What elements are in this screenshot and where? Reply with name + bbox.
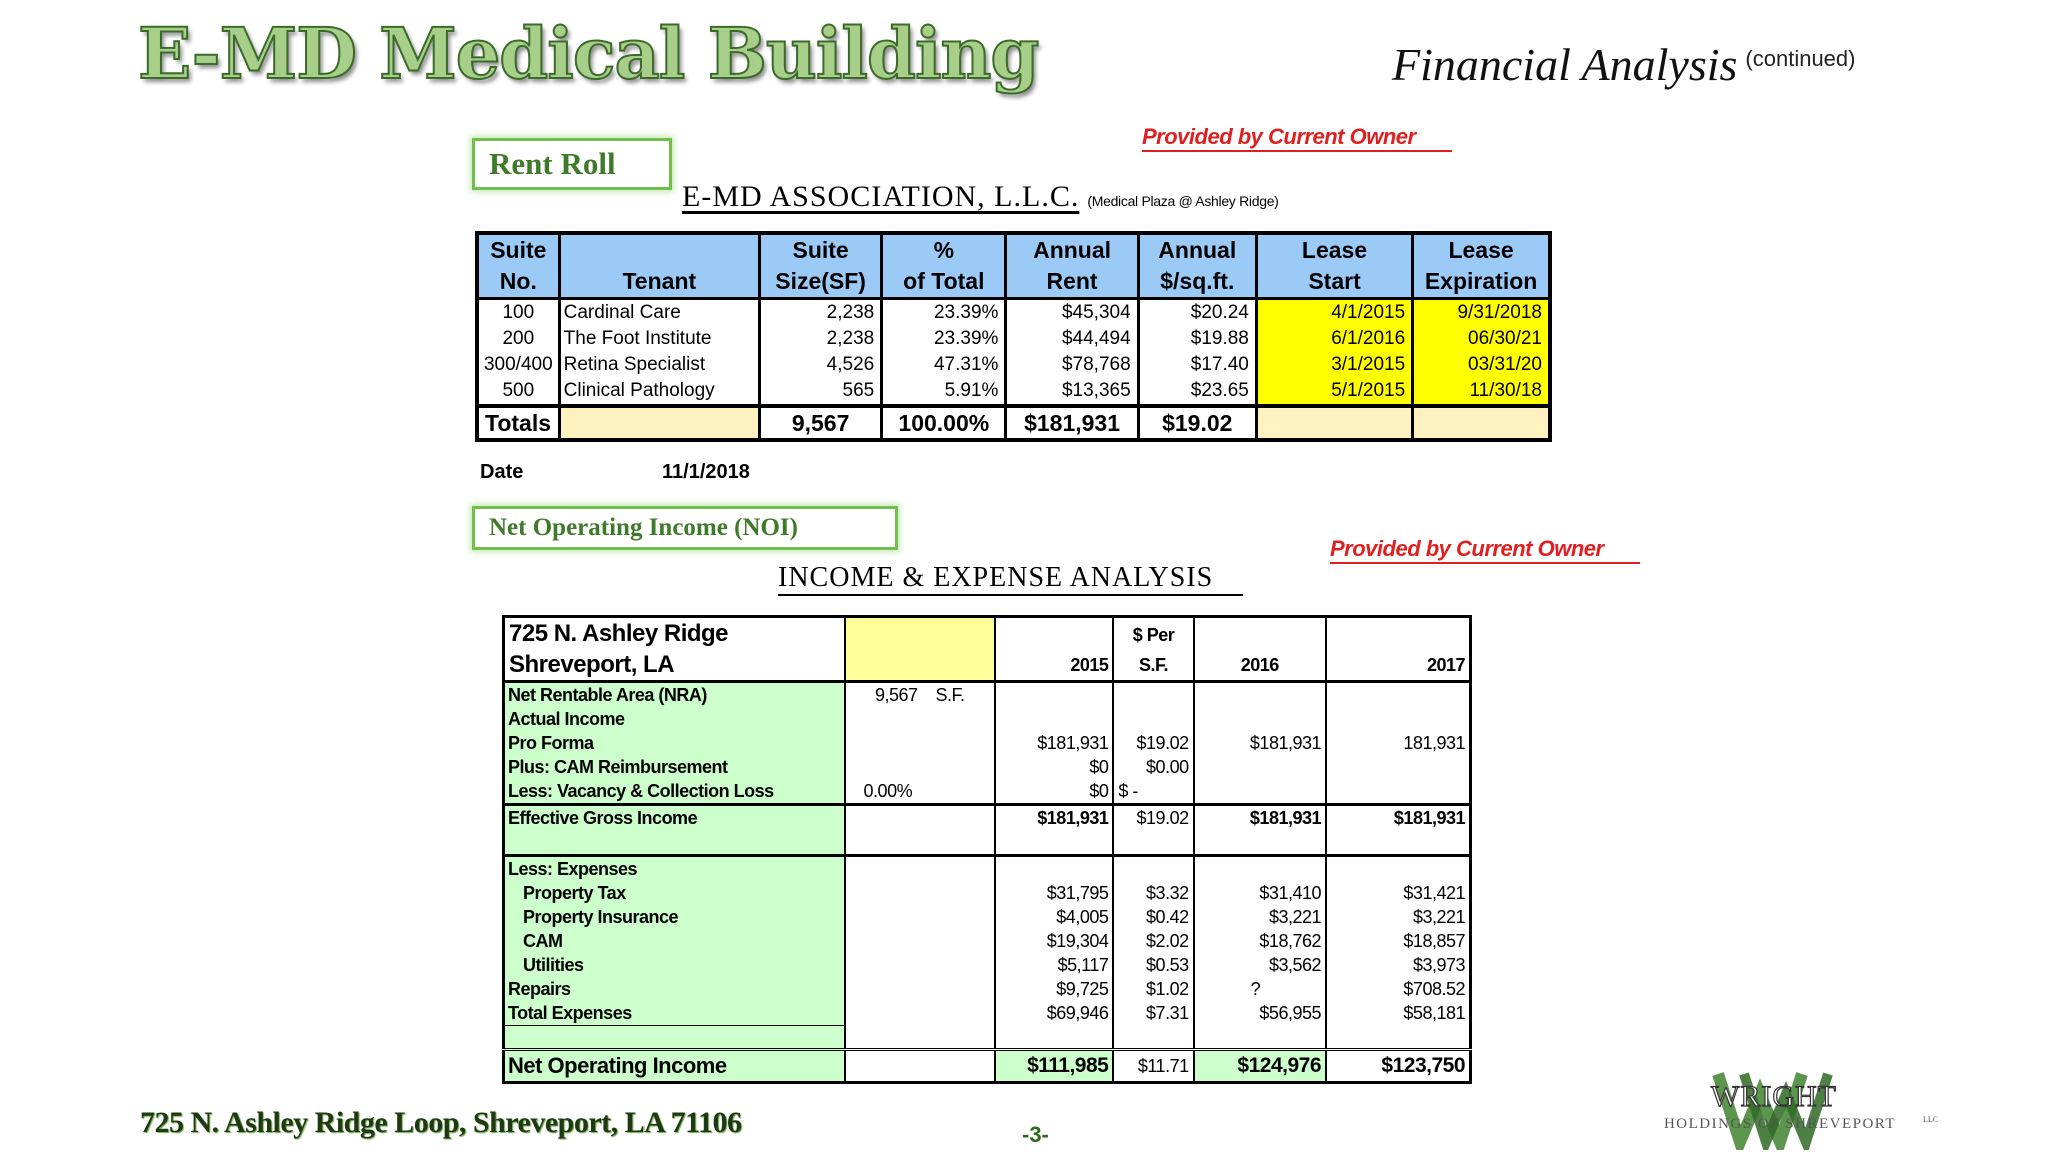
- header-suite: Suite No.: [477, 233, 559, 299]
- cell-tenant: Retina Specialist: [559, 352, 759, 378]
- cell-2017: $3,973: [1326, 953, 1471, 977]
- association-title: [682, 180, 1279, 214]
- totals-start-empty: [1256, 406, 1412, 440]
- totals-label: Totals: [477, 406, 559, 440]
- nra-value: 9,567 S.F.: [845, 682, 995, 708]
- page-subtitle: [1392, 38, 1855, 91]
- vacancy-rate: 0.00%: [845, 779, 995, 805]
- subtitle-text: Financial Analysis: [1392, 39, 1738, 90]
- row-label: Less: Expenses: [504, 856, 845, 882]
- table-row: [504, 929, 1471, 953]
- header-lease-start: Lease Start: [1256, 233, 1412, 299]
- cell-2015: $19,304: [995, 929, 1113, 953]
- cell-per-sf: $11.71: [1113, 1050, 1193, 1083]
- cell-sqft: $17.40: [1138, 352, 1256, 378]
- cell-2017: $31,421: [1326, 881, 1471, 905]
- table-row: [504, 977, 1471, 1001]
- cell-2016: $31,410: [1194, 881, 1326, 905]
- cell-2016: $124,976: [1194, 1050, 1326, 1083]
- cell-per-sf: $1.02: [1113, 977, 1193, 1001]
- totals-pct: 100.00%: [882, 406, 1006, 440]
- cell-per-sf: $0.53: [1113, 953, 1193, 977]
- header-2017: 2017: [1326, 617, 1471, 682]
- row-label: Pro Forma: [504, 731, 845, 755]
- cell-2017: $3,221: [1326, 905, 1471, 929]
- row-label: Net Rentable Area (NRA): [504, 682, 845, 708]
- table-row: [504, 856, 1471, 882]
- noi-header-row: [504, 617, 1471, 682]
- cell-lease-expiration: 06/30/21: [1413, 326, 1550, 352]
- cell-2016: ?: [1194, 977, 1326, 1001]
- row-label: Property Tax: [504, 881, 845, 905]
- cell-size: 2,238: [760, 326, 882, 352]
- cell-sqft: $20.24: [1138, 299, 1256, 327]
- table-row: [504, 805, 1471, 856]
- cell-2016: $3,562: [1194, 953, 1326, 977]
- row-label: Property Insurance: [504, 905, 845, 929]
- header-lease-expiration: Lease Expiration: [1413, 233, 1550, 299]
- cell-2015: $0: [995, 755, 1113, 779]
- table-row: [504, 779, 1471, 805]
- wright-holdings-logo: [1640, 1070, 1960, 1150]
- row-label: Plus: CAM Reimbursement: [504, 755, 845, 779]
- table-row: [504, 881, 1471, 905]
- cell-lease-start: 5/1/2015: [1256, 378, 1412, 406]
- cell-per-sf: $19.02: [1113, 805, 1193, 856]
- cell-rent: $13,365: [1006, 378, 1138, 406]
- date-value: 11/1/2018: [662, 461, 750, 483]
- cell-rent: $45,304: [1006, 299, 1138, 327]
- row-label: Effective Gross Income: [504, 805, 845, 856]
- cell-lease-start: 6/1/2016: [1256, 326, 1412, 352]
- cell-size: 2,238: [760, 299, 882, 327]
- cell-2015: $9,725: [995, 977, 1113, 1001]
- row-label: Repairs: [504, 977, 845, 1001]
- cell-suite: 200: [502, 328, 535, 349]
- cell-2015: $181,931: [995, 731, 1113, 755]
- table-row: [477, 378, 1550, 406]
- row-label: Total Expenses: [504, 1001, 845, 1026]
- cell-suite: 100: [502, 302, 535, 323]
- table-row: [477, 352, 1550, 378]
- cell-per-sf: $ -: [1113, 779, 1193, 805]
- header-2016: 2016: [1194, 617, 1326, 682]
- totals-sqft: $19.02: [1138, 406, 1256, 440]
- header-size: Suite Size(SF): [760, 233, 882, 299]
- cell-per-sf: $0.00: [1113, 755, 1193, 779]
- cell-lease-expiration: 11/30/18: [1413, 378, 1550, 406]
- totals-size: 9,567: [760, 406, 882, 440]
- cell-2017: $18,857: [1326, 929, 1471, 953]
- cell-2017: $58,181: [1326, 1001, 1471, 1026]
- cell-tenant: Cardinal Care: [559, 299, 759, 327]
- provided-by-note-rent-roll: Provided by Current Owner: [1142, 124, 1452, 152]
- cell-2015: $0: [995, 779, 1113, 805]
- noi-section-label: Net Operating Income (NOI): [472, 506, 898, 550]
- cell-2016: $181,931: [1194, 805, 1326, 856]
- cell-suite: 500: [502, 380, 535, 401]
- subtitle-note: (continued): [1745, 46, 1856, 71]
- cell-sqft: $23.65: [1138, 378, 1256, 406]
- cell-2015: $5,117: [995, 953, 1113, 977]
- header-2015: 2015: [995, 617, 1113, 682]
- page-title: E-MD Medical Building: [138, 12, 1039, 95]
- cell-suite: 300/400: [483, 354, 553, 375]
- cell-tenant: Clinical Pathology: [559, 378, 759, 406]
- table-row: [504, 731, 1471, 755]
- header-sqft: Annual $/sq.ft.: [1138, 233, 1256, 299]
- table-row: [504, 707, 1471, 731]
- rent-roll-table: [475, 231, 1552, 442]
- table-row: [477, 326, 1550, 352]
- cell-per-sf: $2.02: [1113, 929, 1193, 953]
- cell-2016: $18,762: [1194, 929, 1326, 953]
- cell-size: 4,526: [760, 352, 882, 378]
- rent-roll-section-label: Rent Roll: [472, 138, 672, 190]
- cell-2016: $181,931: [1194, 731, 1326, 755]
- cell-per-sf: $7.31: [1113, 1001, 1193, 1026]
- cell-lease-expiration: 9/31/2018: [1413, 299, 1550, 327]
- cell-2017: 181,931: [1326, 731, 1471, 755]
- rent-roll-header-row: [477, 233, 1550, 299]
- income-expense-table: [502, 615, 1472, 1084]
- cell-2017: $708.52: [1326, 977, 1471, 1001]
- table-row: [477, 299, 1550, 327]
- logo-name: WRIGHT: [1711, 1080, 1837, 1113]
- noi-total-row: [504, 1050, 1471, 1083]
- cell-per-sf: $3.32: [1113, 881, 1193, 905]
- totals-expiration-empty: [1413, 406, 1550, 440]
- cell-pct: 23.39%: [882, 299, 1006, 327]
- cell-2015: $69,946: [995, 1001, 1113, 1026]
- header-yellow-empty: [845, 617, 995, 682]
- cell-pct: 23.39%: [882, 326, 1006, 352]
- cell-lease-start: 4/1/2015: [1256, 299, 1412, 327]
- table-row: [504, 1001, 1471, 1026]
- totals-tenant-empty: [559, 406, 759, 440]
- row-label: Net Operating Income: [504, 1050, 845, 1083]
- cell-per-sf: $19.02: [1113, 731, 1193, 755]
- association-subtitle: (Medical Plaza @ Ashley Ridge): [1087, 193, 1279, 209]
- footer-address: 725 N. Ashley Ridge Loop, Shreveport, LA 71106: [140, 1106, 742, 1139]
- cell-sqft: $19.88: [1138, 326, 1256, 352]
- cell-lease-expiration: 03/31/20: [1413, 352, 1550, 378]
- cell-per-sf: $0.42: [1113, 905, 1193, 929]
- income-expense-title: INCOME & EXPENSE ANALYSIS: [778, 562, 1243, 596]
- header-tenant: Tenant: [559, 233, 759, 299]
- cell-2015: $181,931: [995, 805, 1113, 856]
- cell-2015: $4,005: [995, 905, 1113, 929]
- row-label: Utilities: [504, 953, 845, 977]
- cell-2016: $56,955: [1194, 1001, 1326, 1026]
- table-row: [504, 682, 1471, 708]
- cell-rent: $44,494: [1006, 326, 1138, 352]
- cell-2016: $3,221: [1194, 905, 1326, 929]
- row-label: CAM: [504, 929, 845, 953]
- table-row: [504, 1026, 1471, 1050]
- logo-subtitle: HOLDINGS OF SHREVEPORT: [1663, 1116, 1897, 1132]
- cell-rent: $78,768: [1006, 352, 1138, 378]
- table-row: [504, 905, 1471, 929]
- cell-pct: 5.91%: [882, 378, 1006, 406]
- header-per-sf: $ Per S.F.: [1113, 617, 1193, 682]
- property-address: 725 N. Ashley Ridge Shreveport, LA: [504, 617, 845, 682]
- totals-row: [477, 406, 1550, 440]
- header-rent: Annual Rent: [1006, 233, 1138, 299]
- header-pct: % of Total: [882, 233, 1006, 299]
- cell-pct: 47.31%: [882, 352, 1006, 378]
- totals-rent: $181,931: [1006, 406, 1138, 440]
- cell-2015: $31,795: [995, 881, 1113, 905]
- cell-size: 565: [760, 378, 882, 406]
- provided-by-note-noi: Provided by Current Owner: [1330, 536, 1640, 564]
- row-label: Actual Income: [504, 707, 845, 731]
- logo-suffix: LLC: [1923, 1115, 1939, 1124]
- cell-2017: $123,750: [1326, 1050, 1471, 1083]
- cell-lease-start: 3/1/2015: [1256, 352, 1412, 378]
- cell-2017: $181,931: [1326, 805, 1471, 856]
- cell-2015: $111,985: [995, 1050, 1113, 1083]
- cell-tenant: The Foot Institute: [559, 326, 759, 352]
- table-row: [504, 953, 1471, 977]
- table-row: [504, 755, 1471, 779]
- association-name: E-MD ASSOCIATION, L.L.C.: [682, 180, 1080, 213]
- page-number: -3-: [1022, 1122, 1049, 1147]
- row-label: Less: Vacancy & Collection Loss: [504, 779, 845, 805]
- date-label: Date: [480, 461, 524, 483]
